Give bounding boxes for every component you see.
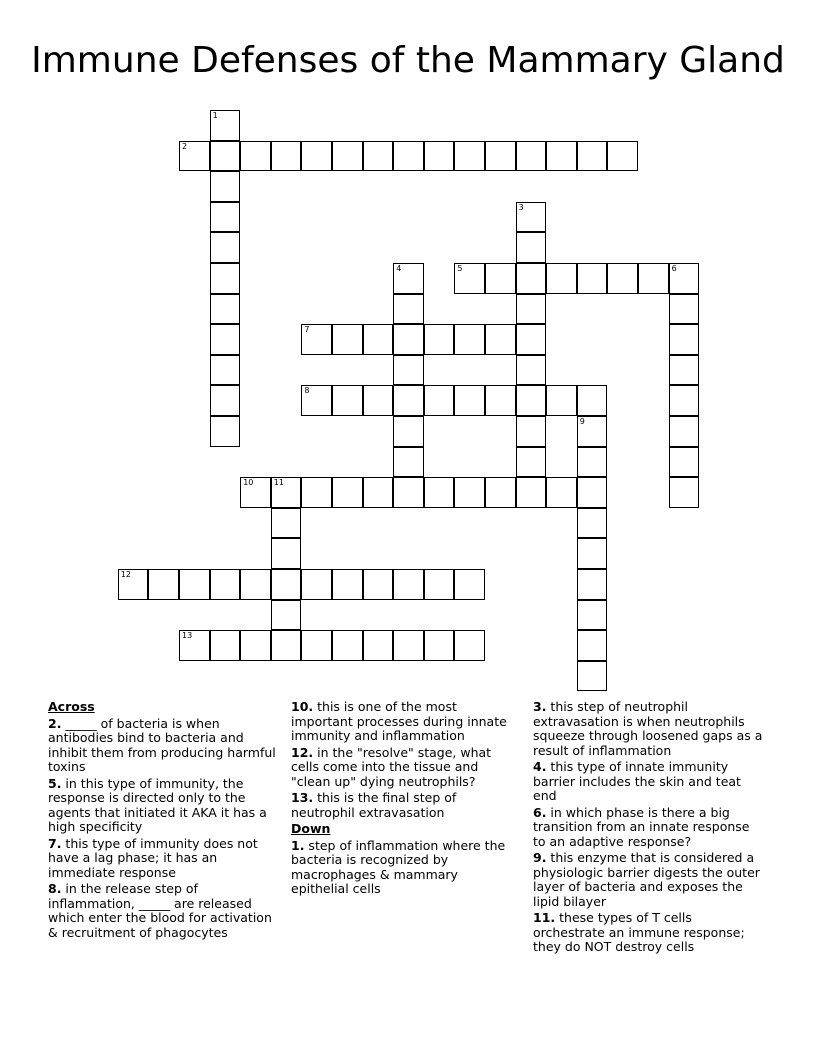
- grid-cell[interactable]: [393, 385, 424, 416]
- grid-cell[interactable]: [363, 141, 394, 172]
- clue-across-5: 5. in this type of immunity, the response is directed only to the agents that initiated it AKA it has a high specificity: [48, 775, 267, 834]
- grid-cell[interactable]: [240, 477, 271, 508]
- grid-cell[interactable]: [393, 141, 424, 172]
- grid-cell[interactable]: [577, 263, 608, 294]
- clue-number: 7: [304, 325, 310, 335]
- grid-cell[interactable]: [485, 324, 516, 355]
- grid-cell[interactable]: [485, 141, 516, 172]
- clue-number: 1: [212, 111, 218, 120]
- grid-cell[interactable]: [332, 477, 363, 508]
- grid-cell[interactable]: [516, 294, 547, 325]
- grid-cell[interactable]: [210, 141, 241, 172]
- grid-cell[interactable]: [210, 324, 241, 355]
- grid-cell[interactable]: [638, 263, 669, 294]
- grid-cell[interactable]: [148, 569, 179, 600]
- clue-number: 4: [396, 264, 402, 273]
- clue-down-6: 6. in which phase is there a big transition from an innate response to an adaptive response?: [533, 804, 750, 849]
- clue-number: 10: [243, 478, 254, 488]
- grid-cell[interactable]: [577, 630, 608, 661]
- clue-across-2: 2. _____ of bacteria is when antibodies bind to bacteria and inhibit them from producing harmful toxins: [48, 715, 276, 774]
- grid-cell[interactable]: [332, 569, 363, 600]
- grid-cell[interactable]: [577, 569, 608, 600]
- grid-cell[interactable]: [577, 508, 608, 539]
- down-header: Down: [291, 821, 331, 836]
- grid-cell[interactable]: [577, 385, 608, 416]
- grid-cell[interactable]: [516, 141, 547, 172]
- grid-cell[interactable]: [210, 232, 241, 263]
- grid-cell[interactable]: [332, 141, 363, 172]
- grid-cell[interactable]: [669, 355, 700, 386]
- clue-down-1: 1. step of inflammation where the bacteria is recognized by macrophages & mammary epithelial cells: [291, 837, 506, 896]
- grid-cell[interactable]: [179, 630, 210, 661]
- grid-cell[interactable]: [210, 263, 241, 294]
- clue-across-10: 10. this is one of the most important processes during innate immunity and inflammation: [291, 699, 507, 743]
- grid-cell[interactable]: [485, 263, 516, 294]
- grid-cell[interactable]: [332, 385, 363, 416]
- grid-cell[interactable]: [210, 385, 241, 416]
- clue-number: 11: [273, 478, 284, 488]
- grid-cell[interactable]: [546, 477, 577, 508]
- grid-cell[interactable]: [669, 263, 700, 294]
- grid-cell[interactable]: [454, 630, 485, 661]
- grid-cell[interactable]: [301, 385, 332, 416]
- grid-cell[interactable]: [210, 416, 241, 447]
- grid-cell[interactable]: [454, 324, 485, 355]
- clue-number: 13: [182, 631, 193, 641]
- grid-cell[interactable]: [454, 263, 485, 294]
- grid-cell[interactable]: [363, 385, 394, 416]
- grid-cell[interactable]: [393, 355, 424, 386]
- grid-cell[interactable]: [454, 141, 485, 172]
- grid-cell[interactable]: [271, 600, 302, 631]
- grid-cell[interactable]: [424, 141, 455, 172]
- grid-cell[interactable]: [393, 294, 424, 325]
- clue-number: 9: [579, 417, 585, 426]
- clue-down-11: 11. these types of T cells orchestrate an immune response; they do NOT destroy cells: [533, 910, 745, 954]
- clue-down-4: 4. this type of innate immunity barrier includes the skin and teat end: [533, 759, 741, 803]
- clue-column-1: [48, 700, 280, 942]
- grid-cell[interactable]: [363, 324, 394, 355]
- grid-cell[interactable]: [301, 324, 332, 355]
- grid-cell[interactable]: [516, 355, 547, 386]
- grid-cell[interactable]: [393, 324, 424, 355]
- grid-cell[interactable]: [669, 477, 700, 508]
- grid-cell[interactable]: [179, 569, 210, 600]
- grid-cell[interactable]: [301, 477, 332, 508]
- grid-cell[interactable]: [240, 630, 271, 661]
- grid-cell[interactable]: [577, 416, 608, 447]
- grid-cell[interactable]: [485, 385, 516, 416]
- grid-cell[interactable]: [577, 661, 608, 692]
- grid-cell[interactable]: [546, 385, 577, 416]
- clue-number: 2: [182, 141, 188, 151]
- grid-cell[interactable]: [454, 385, 485, 416]
- grid-cell[interactable]: [546, 263, 577, 294]
- grid-cell[interactable]: [607, 141, 638, 172]
- puzzle-title: Immune Defenses of the Mammary Gland: [31, 40, 785, 81]
- grid-cell[interactable]: [179, 141, 210, 172]
- grid-cell[interactable]: [577, 538, 608, 569]
- grid-cell[interactable]: [485, 477, 516, 508]
- grid-cell[interactable]: [301, 569, 332, 600]
- grid-cell[interactable]: [577, 141, 608, 172]
- grid-cell[interactable]: [516, 232, 547, 263]
- across-header: Across: [48, 699, 95, 714]
- grid-cell[interactable]: [577, 447, 608, 478]
- grid-cell[interactable]: [516, 447, 547, 478]
- grid-cell[interactable]: [393, 263, 424, 294]
- grid-cell[interactable]: [577, 477, 608, 508]
- grid-cell[interactable]: [516, 324, 547, 355]
- grid-cell[interactable]: [393, 447, 424, 478]
- grid-cell[interactable]: [424, 324, 455, 355]
- grid-cell[interactable]: [210, 569, 241, 600]
- grid-cell[interactable]: [118, 569, 149, 600]
- grid-cell[interactable]: [516, 416, 547, 447]
- grid-cell[interactable]: [271, 569, 302, 600]
- grid-cell[interactable]: [210, 171, 241, 202]
- clue-column-2: [291, 700, 519, 899]
- grid-cell[interactable]: [516, 263, 547, 294]
- clue-across-8: 8. in the release step of inflammation, _____ are released which enter the blood for activation & recruitment of phagocytes: [48, 881, 272, 940]
- clue-number: 6: [671, 264, 677, 273]
- clue-number: 8: [304, 386, 310, 396]
- clue-across-12: 12. in the "resolve" stage, what cells come into the tissue and "clean up" dying neutrophils?: [291, 744, 492, 789]
- clue-number: 5: [457, 264, 463, 273]
- grid-cell[interactable]: [607, 263, 638, 294]
- grid-cell[interactable]: [271, 141, 302, 172]
- clue-across-13: 13. this is the final step of neutrophil extravasation: [291, 790, 457, 820]
- grid-cell[interactable]: [271, 477, 302, 508]
- grid-cell[interactable]: [271, 630, 302, 661]
- grid-cell[interactable]: [516, 202, 547, 233]
- clue-down-9: 9. this enzyme that is considered a physiologic barrier digests the outer layer of bacteria and exposes the lipid bilayer: [533, 850, 760, 909]
- grid-cell[interactable]: [240, 141, 271, 172]
- grid-cell[interactable]: [393, 416, 424, 447]
- grid-cell[interactable]: [363, 630, 394, 661]
- clue-across-7: 7. this type of immunity does not have a lag phase; it has an immediate response: [48, 835, 258, 880]
- grid-cell[interactable]: [454, 477, 485, 508]
- grid-cell[interactable]: [546, 141, 577, 172]
- grid-cell[interactable]: [669, 324, 700, 355]
- grid-cell[interactable]: [516, 477, 547, 508]
- grid-cell[interactable]: [669, 447, 700, 478]
- grid-cell[interactable]: [332, 630, 363, 661]
- grid-cell[interactable]: [332, 324, 363, 355]
- grid-cell[interactable]: [424, 569, 455, 600]
- grid-cell[interactable]: [669, 385, 700, 416]
- grid-cell[interactable]: [271, 538, 302, 569]
- grid-cell[interactable]: [240, 569, 271, 600]
- grid-cell[interactable]: [393, 569, 424, 600]
- clue-down-3: 3. this step of neutrophil extravasation is when neutrophils squeeze through loosened gaps as a result of inflammation: [533, 699, 763, 758]
- grid-cell[interactable]: [424, 385, 455, 416]
- clue-column-3: [533, 700, 763, 957]
- grid-cell[interactable]: [393, 477, 424, 508]
- clue-number: 3: [518, 202, 524, 212]
- grid-cell[interactable]: [210, 630, 241, 661]
- grid-cell[interactable]: [210, 355, 241, 386]
- grid-cell[interactable]: [424, 477, 455, 508]
- grid-cell[interactable]: [669, 416, 700, 447]
- grid-cell[interactable]: [424, 630, 455, 661]
- grid-cell[interactable]: [393, 630, 424, 661]
- grid-cell[interactable]: [577, 600, 608, 631]
- grid-cell[interactable]: [454, 569, 485, 600]
- grid-cell[interactable]: [363, 477, 394, 508]
- grid-cell[interactable]: [516, 385, 547, 416]
- grid-cell[interactable]: [669, 294, 700, 325]
- grid-cell[interactable]: [271, 508, 302, 539]
- grid-cell[interactable]: [210, 110, 241, 141]
- grid-cell[interactable]: [210, 202, 241, 233]
- grid-cell[interactable]: [301, 630, 332, 661]
- clue-number: 12: [120, 570, 131, 579]
- grid-cell[interactable]: [363, 569, 394, 600]
- grid-cell[interactable]: [301, 141, 332, 172]
- grid-cell[interactable]: [210, 294, 241, 325]
